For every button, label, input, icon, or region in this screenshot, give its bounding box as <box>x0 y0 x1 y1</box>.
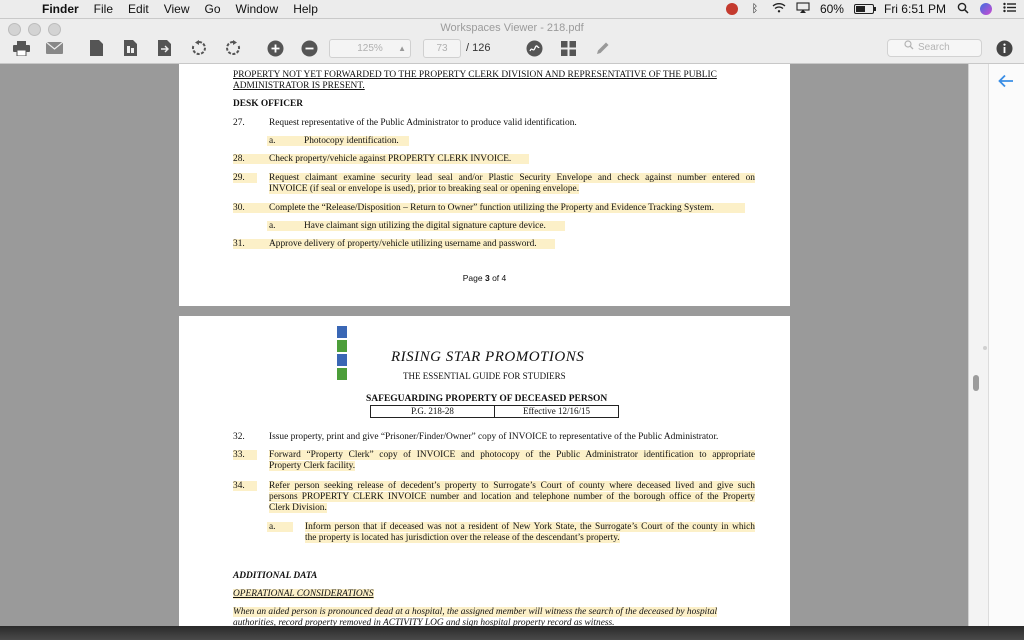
spotlight-icon[interactable] <box>956 2 970 16</box>
back-arrow-icon[interactable] <box>998 74 1014 93</box>
step-letter: a. <box>269 136 276 146</box>
step-text: Refer person seeking release of decedent’s property to Surrogate’s Court of county where deceased lived and give such <box>269 481 755 491</box>
sign-icon[interactable] <box>524 37 544 59</box>
search-icon <box>904 40 914 56</box>
step-number: 32. <box>233 432 245 442</box>
text-line: PROPERTY NOT YET FORWARDED TO THE PROPERTY CLERK DIVISION AND REPRESENTATIVE OF THE PUBLIC <box>233 70 717 80</box>
resize-handle[interactable] <box>983 346 987 350</box>
step-number: 28. <box>233 154 245 164</box>
step-text: Inform person that if deceased was not a resident of New York State, the Surrogate’s Court of the county in which <box>305 522 755 532</box>
zoom-in-button[interactable] <box>265 37 285 59</box>
rotate-right-icon[interactable] <box>223 37 243 59</box>
step-text: Photocopy identification. <box>304 136 399 146</box>
step-row <box>233 239 555 249</box>
step-number: 30. <box>233 203 245 213</box>
page-total: / 126 <box>466 42 491 54</box>
text-line: ADMINISTRATOR IS PRESENT. <box>233 81 365 91</box>
zoom-level-field[interactable] <box>329 39 411 58</box>
mail-button[interactable] <box>44 37 64 59</box>
step-text: the property is located has jurisdiction over the release of the descendant’s property. <box>305 533 620 543</box>
pencil-icon[interactable] <box>592 37 612 59</box>
document-button[interactable] <box>87 37 105 59</box>
step-text: Issue property, print and give “Prisoner/Finder/Owner” copy of INVOICE to representative of the Public Administrator. <box>269 432 719 442</box>
page-footer-number: 3 <box>484 273 490 283</box>
step-number <box>267 136 409 146</box>
page-number-field[interactable]: 73 <box>423 39 461 58</box>
step-number: 31. <box>233 239 245 249</box>
step-row <box>233 203 745 213</box>
rotate-left-icon[interactable] <box>189 37 209 59</box>
toolbar <box>0 37 1024 61</box>
form-info-table <box>370 405 619 418</box>
bluetooth-icon[interactable]: ᛒ <box>751 3 759 15</box>
menu-go[interactable]: Go <box>204 2 221 16</box>
step-letter: a. <box>267 522 293 532</box>
step-text: Approve delivery of property/vehicle utilizing username and password. <box>269 239 537 249</box>
clock[interactable]: Fri 6:51 PM <box>883 2 946 16</box>
step-text: Property Clerk facility. <box>269 461 356 471</box>
menu-help[interactable]: Help <box>293 2 318 16</box>
form-number: P.G. 218-28 <box>371 406 495 417</box>
text-line: authorities, record property removed in ACTIVITY LOG and sign hospital property record as witness. <box>233 618 615 626</box>
zoom-stepper-icon[interactable]: ▲ <box>398 44 406 53</box>
step-row <box>267 221 565 231</box>
battery-percent[interactable]: 60% <box>819 2 844 16</box>
battery-icon[interactable] <box>854 4 874 14</box>
vertical-scrollbar[interactable] <box>968 64 989 626</box>
info-button[interactable] <box>994 37 1014 59</box>
pdf-page-3 <box>179 64 790 306</box>
company-name: RISING STAR PROMOTIONS <box>391 349 585 365</box>
step-text: Request representative of the Public Administrator to produce valid identification. <box>269 118 577 128</box>
export-button[interactable] <box>155 37 173 59</box>
window-title: Workspaces Viewer - 218.pdf <box>440 22 584 34</box>
step-text: persons PROPERTY CLERK INVOICE number and location and telephone number of the borough office of the Property <box>269 492 755 502</box>
step-letter: a. <box>269 221 276 231</box>
page-footer-prefix: Page <box>462 273 485 283</box>
section-heading: ADDITIONAL DATA <box>233 571 318 581</box>
form-effective-date: Effective 12/16/15 <box>522 406 591 416</box>
siri-icon[interactable] <box>980 3 992 15</box>
fit-page-button[interactable] <box>121 37 139 59</box>
airplay-icon[interactable] <box>796 2 810 16</box>
company-tagline: THE ESSENTIAL GUIDE FOR STUDIERS <box>403 371 566 381</box>
zoom-level-value: 125% <box>357 43 383 54</box>
step-number: 33. <box>233 450 257 460</box>
side-panel <box>988 64 1024 626</box>
grid-view-icon[interactable] <box>558 37 578 59</box>
menu-view[interactable]: View <box>163 2 190 16</box>
dock-edge <box>0 626 1024 640</box>
print-button[interactable] <box>11 37 31 59</box>
step-text: Request claimant examine security lead seal and/or Plastic Security Envelope and check against number entered on <box>269 173 755 183</box>
section-heading: DESK OFFICER <box>233 99 304 109</box>
scrollbar-thumb[interactable] <box>973 375 979 391</box>
wifi-icon[interactable] <box>772 2 786 16</box>
company-logo <box>337 326 347 388</box>
step-text: Complete the “Release/Disposition – Return to Owner” function utilizing the Property and Evidence Tracking System. <box>269 203 714 213</box>
step-text: Forward “Property Clerk” copy of INVOICE and photocopy of the Public Administrator identification to appropriate <box>269 450 755 460</box>
form-title: SAFEGUARDING PROPERTY OF DECEASED PERSON <box>366 394 608 404</box>
page-footer <box>179 273 790 283</box>
status-app-icon[interactable] <box>726 3 738 15</box>
menu-edit[interactable]: Edit <box>128 2 149 16</box>
text-line: When an aided person is pronounced dead at a hospital, the assigned member will witness the search of the deceased by hospital <box>233 607 718 617</box>
document-area[interactable] <box>0 64 968 626</box>
page-footer-suffix: of 4 <box>489 273 507 283</box>
window-titlebar <box>0 19 1024 64</box>
step-text: INVOICE (if seal or envelope is used), prior to breaking seal or opening envelope. <box>269 184 580 194</box>
pdf-page-4 <box>179 316 790 626</box>
step-number: 29. <box>233 173 257 183</box>
step-row <box>233 154 529 164</box>
step-number: 34. <box>233 481 257 491</box>
subsection-heading: OPERATIONAL CONSIDERATIONS <box>233 589 374 599</box>
step-text: Clerk Division. <box>269 503 327 513</box>
step-number: 27. <box>233 118 245 128</box>
search-placeholder: Search <box>918 42 950 53</box>
notification-center-icon[interactable] <box>1002 2 1016 16</box>
menu-window[interactable]: Window <box>235 2 279 16</box>
search-input[interactable] <box>887 39 982 57</box>
menu-app-name[interactable]: Finder <box>42 2 79 16</box>
step-text: Check property/vehicle against PROPERTY CLERK INVOICE. <box>269 154 512 164</box>
menu-file[interactable]: File <box>93 2 114 16</box>
step-text: Have claimant sign utilizing the digital signature capture device. <box>304 221 546 231</box>
zoom-out-button[interactable] <box>299 37 319 59</box>
menubar <box>0 0 1024 19</box>
